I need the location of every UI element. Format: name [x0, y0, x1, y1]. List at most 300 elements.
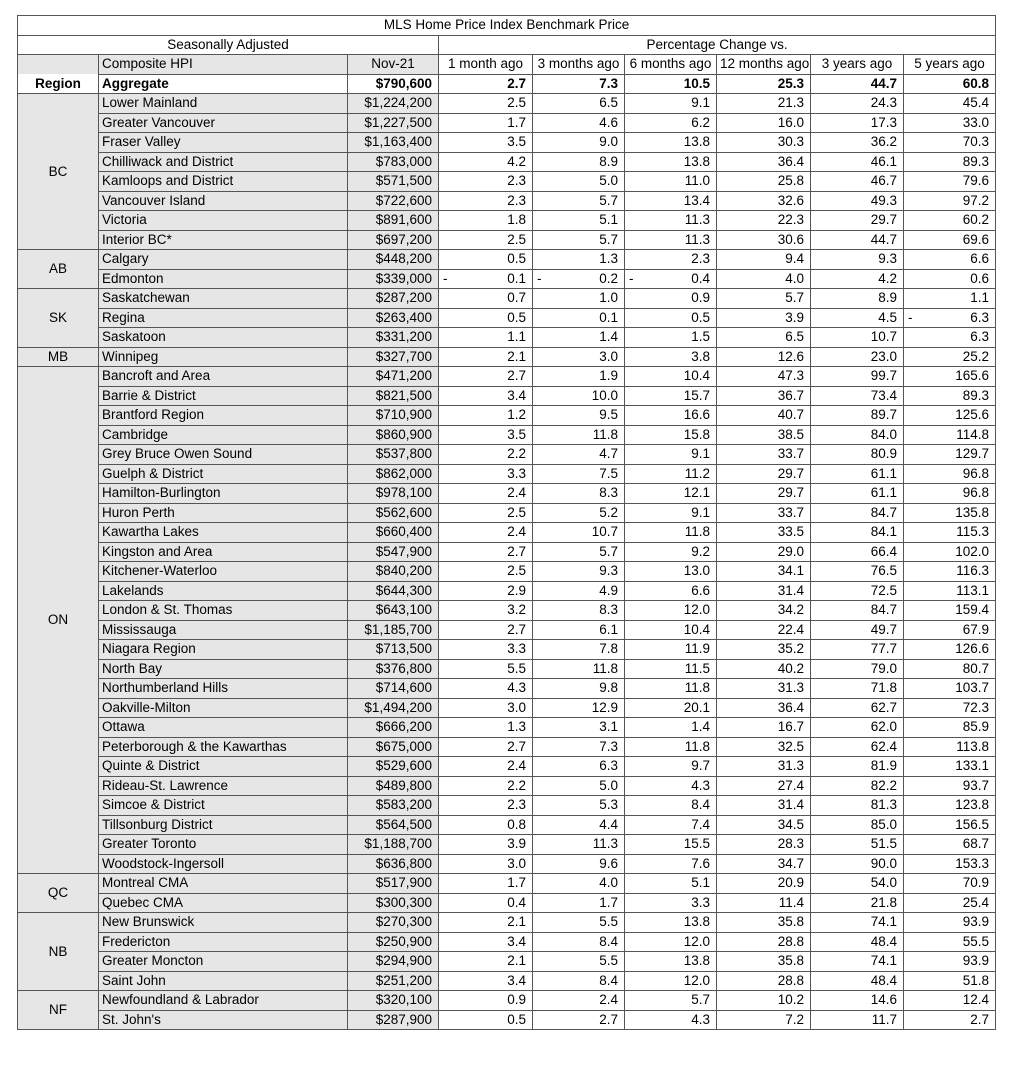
region-cell: BC: [18, 94, 99, 250]
pct-change-3m: 5.1: [533, 211, 625, 231]
pct-change-12m: 28.3: [717, 835, 811, 855]
pct-change-1m: 3.9: [439, 835, 533, 855]
pct-change-3m: 6.1: [533, 620, 625, 640]
pct-change-6m: 11.3: [625, 230, 717, 250]
pct-change-3y: 84.0: [811, 425, 904, 445]
pct-change-5y: 96.8: [904, 484, 996, 504]
benchmark-price: $821,500: [348, 386, 439, 406]
pct-change-3m: 7.3: [533, 737, 625, 757]
pct-change-3y: 62.7: [811, 698, 904, 718]
pct-change-1m: 3.0: [439, 854, 533, 874]
pct-change-3y: 71.8: [811, 679, 904, 699]
pct-change-1m: 3.4: [439, 386, 533, 406]
pct-change-5y: 115.3: [904, 523, 996, 543]
table-row: [18, 815, 996, 835]
market-name: Simcoe & District: [99, 796, 348, 816]
hpi-table: [17, 15, 996, 1030]
pct-change-12m: 33.5: [717, 523, 811, 543]
pct-change-1m: 2.5: [439, 562, 533, 582]
pct-change-5y: 69.6: [904, 230, 996, 250]
benchmark-price: $287,900: [348, 1010, 439, 1030]
pct-change-5y: 0.6: [904, 269, 996, 289]
pct-change-1m: 4.2: [439, 152, 533, 172]
pct-change-3m: 3.1: [533, 718, 625, 738]
table-row: [18, 932, 996, 952]
table-title: MLS Home Price Index Benchmark Price: [18, 16, 996, 36]
benchmark-price: $1,224,200: [348, 94, 439, 114]
market-name: Saint John: [99, 971, 348, 991]
pct-change-3y: 99.7: [811, 367, 904, 387]
market-name: Northumberland Hills: [99, 679, 348, 699]
market-name: Newfoundland & Labrador: [99, 991, 348, 1011]
market-name: Quinte & District: [99, 757, 348, 777]
pct-change-1m: 1.8: [439, 211, 533, 231]
pct-change-5y: [904, 308, 996, 328]
table-row: [18, 679, 996, 699]
pct-change-1m: 2.7: [439, 542, 533, 562]
table-row: [18, 640, 996, 660]
table-row: [18, 698, 996, 718]
pct-change-3m: 2.7: [533, 1010, 625, 1030]
pct-change-6m: 0.5: [625, 308, 717, 328]
pct-change-12m: 4.0: [717, 269, 811, 289]
table-row: [18, 1010, 996, 1030]
pct-change-3m: 5.5: [533, 952, 625, 972]
pct-change-3y: 81.3: [811, 796, 904, 816]
benchmark-price: $710,900: [348, 406, 439, 426]
market-name: St. John's: [99, 1010, 348, 1030]
pct-change-3y: 84.1: [811, 523, 904, 543]
pct-change-3m: 11.8: [533, 659, 625, 679]
col-header-date: Nov-21: [348, 55, 439, 75]
pct-change-12m: 31.3: [717, 679, 811, 699]
market-name: Grey Bruce Owen Sound: [99, 445, 348, 465]
pct-change-12m: 34.5: [717, 815, 811, 835]
region-cell: NF: [18, 991, 99, 1030]
benchmark-price: $675,000: [348, 737, 439, 757]
table-row: [18, 367, 996, 387]
benchmark-price: $1,494,200: [348, 698, 439, 718]
table-row: [18, 562, 996, 582]
benchmark-price: $714,600: [348, 679, 439, 699]
pct-change-6m: 16.6: [625, 406, 717, 426]
region-header-blank: [18, 55, 99, 75]
pct-change-6m: 6.6: [625, 581, 717, 601]
pct-change-5y: 67.9: [904, 620, 996, 640]
region-label: Region: [18, 74, 99, 94]
pct-change-5y: 159.4: [904, 601, 996, 621]
pct-change-6m: 9.2: [625, 542, 717, 562]
market-name: Regina: [99, 308, 348, 328]
pct-change-12m: 27.4: [717, 776, 811, 796]
pct-change-3y: 79.0: [811, 659, 904, 679]
pct-change-3m: 5.0: [533, 776, 625, 796]
market-name: Guelph & District: [99, 464, 348, 484]
pct-change-6m: 13.8: [625, 952, 717, 972]
pct-change-12m: 12.6: [717, 347, 811, 367]
benchmark-price: $537,800: [348, 445, 439, 465]
pct-change-3y: 48.4: [811, 932, 904, 952]
table-row: [18, 971, 996, 991]
pct-change-1m: 2.9: [439, 581, 533, 601]
pct-change-3m: 10.7: [533, 523, 625, 543]
pct-change-1m: 0.7: [439, 289, 533, 309]
pct-change-3y: 80.9: [811, 445, 904, 465]
col-header-composite: Composite HPI: [99, 55, 348, 75]
pct-change-3y: 76.5: [811, 562, 904, 582]
pct-change-3m: 5.3: [533, 796, 625, 816]
benchmark-price: $448,200: [348, 250, 439, 270]
market-name: Chilliwack and District: [99, 152, 348, 172]
pct-change-3y: 74.1: [811, 952, 904, 972]
pct-change-12m: 25.8: [717, 172, 811, 192]
pct-change-6m: 13.8: [625, 152, 717, 172]
table-row: [18, 601, 996, 621]
pct-change-12m: 36.4: [717, 698, 811, 718]
pct-change-6m: 5.7: [625, 991, 717, 1011]
market-name: Victoria: [99, 211, 348, 231]
pct-change-3m: 5.5: [533, 913, 625, 933]
benchmark-price: $300,300: [348, 893, 439, 913]
market-name: Kawartha Lakes: [99, 523, 348, 543]
pct-change-6m: 10.4: [625, 620, 717, 640]
table-row: [18, 445, 996, 465]
pct-change-12m: 22.4: [717, 620, 811, 640]
table-row: [18, 523, 996, 543]
market-name: Quebec CMA: [99, 893, 348, 913]
benchmark-price: $583,200: [348, 796, 439, 816]
pct-change-6m: 12.0: [625, 932, 717, 952]
pct-change-6m: 7.4: [625, 815, 717, 835]
pct-change-5y: 60.2: [904, 211, 996, 231]
pct-change-6m: 15.5: [625, 835, 717, 855]
pct-change-6m: 10.4: [625, 367, 717, 387]
table-row: [18, 94, 996, 114]
table-row: [18, 893, 996, 913]
pct-change-5y: 70.9: [904, 874, 996, 894]
pct-change-5y: 126.6: [904, 640, 996, 660]
benchmark-price: $287,200: [348, 289, 439, 309]
aggregate-1m: 2.7: [439, 74, 533, 94]
benchmark-price: $564,500: [348, 815, 439, 835]
pct-change-1m: 2.2: [439, 445, 533, 465]
region-cell: QC: [18, 874, 99, 913]
pct-change-6m: 9.7: [625, 757, 717, 777]
pct-change-6m: 15.8: [625, 425, 717, 445]
col-header-3m: 3 months ago: [533, 55, 625, 75]
aggregate-price: $790,600: [348, 74, 439, 94]
table-row: [18, 542, 996, 562]
table-row: [18, 269, 996, 289]
pct-change-12m: 35.2: [717, 640, 811, 660]
pct-change-3y: 54.0: [811, 874, 904, 894]
pct-change-3m: 8.9: [533, 152, 625, 172]
market-name: Lakelands: [99, 581, 348, 601]
pct-change-1m: 2.3: [439, 172, 533, 192]
pct-change-1m: 2.4: [439, 484, 533, 504]
market-name: Greater Toronto: [99, 835, 348, 855]
pct-change-1m: 2.4: [439, 757, 533, 777]
benchmark-price: $783,000: [348, 152, 439, 172]
pct-change-1m: 1.7: [439, 874, 533, 894]
market-name: Cambridge: [99, 425, 348, 445]
pct-change-1m: 1.3: [439, 718, 533, 738]
pct-change-3m: 4.6: [533, 113, 625, 133]
pct-change-3y: 84.7: [811, 601, 904, 621]
table-row: [18, 289, 996, 309]
market-name: Lower Mainland: [99, 94, 348, 114]
table-row: [18, 386, 996, 406]
market-name: Kingston and Area: [99, 542, 348, 562]
benchmark-price: $250,900: [348, 932, 439, 952]
pct-change-3y: 23.0: [811, 347, 904, 367]
pct-change-1m: 2.2: [439, 776, 533, 796]
pct-change-3m: 8.4: [533, 971, 625, 991]
table-row: [18, 835, 996, 855]
table-row: [18, 503, 996, 523]
pct-change-6m: 11.8: [625, 737, 717, 757]
pct-change-6m: 9.1: [625, 503, 717, 523]
table-row: [18, 425, 996, 445]
table-row: [18, 211, 996, 231]
pct-change-6m: 20.1: [625, 698, 717, 718]
pct-change-1m: 3.4: [439, 971, 533, 991]
pct-change-1m: 2.1: [439, 913, 533, 933]
pct-change-6m: 4.3: [625, 776, 717, 796]
pct-change-3m: 1.7: [533, 893, 625, 913]
pct-change-12m: 31.4: [717, 581, 811, 601]
aggregate-3y: 44.7: [811, 74, 904, 94]
pct-change-1m: 0.5: [439, 250, 533, 270]
benchmark-price: $562,600: [348, 503, 439, 523]
pct-change-5y: 2.7: [904, 1010, 996, 1030]
pct-change-3m: 9.5: [533, 406, 625, 426]
pct-change-3m: 4.4: [533, 815, 625, 835]
pct-change-12m: 28.8: [717, 971, 811, 991]
aggregate-5y: 60.8: [904, 74, 996, 94]
pct-change-5y: 51.8: [904, 971, 996, 991]
pct-change-3y: 21.8: [811, 893, 904, 913]
pct-change-12m: 34.2: [717, 601, 811, 621]
pct-change-3y: 49.3: [811, 191, 904, 211]
market-name: Kamloops and District: [99, 172, 348, 192]
pct-change-5y: 79.6: [904, 172, 996, 192]
pct-change-6m: [625, 269, 717, 289]
pct-change-12m: 32.6: [717, 191, 811, 211]
pct-change-1m: 2.1: [439, 347, 533, 367]
pct-change-12m: 31.4: [717, 796, 811, 816]
pct-change-6m: 1.4: [625, 718, 717, 738]
table-row: [18, 172, 996, 192]
negative-sign: -: [908, 309, 913, 325]
aggregate-row: [18, 74, 996, 94]
pct-change-3m: 3.0: [533, 347, 625, 367]
pct-change-1m: 2.7: [439, 737, 533, 757]
pct-change-5y: 45.4: [904, 94, 996, 114]
pct-change-12m: 33.7: [717, 503, 811, 523]
market-name: Niagara Region: [99, 640, 348, 660]
magnitude: 0.2: [599, 270, 618, 286]
pct-change-3m: 4.7: [533, 445, 625, 465]
pct-change-3y: 11.7: [811, 1010, 904, 1030]
pct-change-12m: 40.2: [717, 659, 811, 679]
col-header-6m: 6 months ago: [625, 55, 717, 75]
pct-change-5y: 6.6: [904, 250, 996, 270]
pct-change-3m: 1.4: [533, 328, 625, 348]
pct-change-5y: 114.8: [904, 425, 996, 445]
pct-change-3y: 61.1: [811, 464, 904, 484]
pct-change-3m: 9.8: [533, 679, 625, 699]
benchmark-price: $860,900: [348, 425, 439, 445]
pct-change-12m: 35.8: [717, 952, 811, 972]
pct-change-1m: 0.4: [439, 893, 533, 913]
benchmark-price: $376,800: [348, 659, 439, 679]
pct-change-1m: 2.7: [439, 620, 533, 640]
magnitude: 6.3: [970, 309, 990, 325]
table-row: [18, 406, 996, 426]
table-row: [18, 347, 996, 367]
pct-change-3y: 90.0: [811, 854, 904, 874]
pct-change-6m: 11.0: [625, 172, 717, 192]
pct-change-1m: 0.9: [439, 991, 533, 1011]
pct-change-12m: 35.8: [717, 913, 811, 933]
market-name: London & St. Thomas: [99, 601, 348, 621]
pct-change-6m: 15.7: [625, 386, 717, 406]
pct-change-6m: 6.2: [625, 113, 717, 133]
market-name: Rideau-St. Lawrence: [99, 776, 348, 796]
column-header-row: [18, 55, 996, 75]
market-name: Barrie & District: [99, 386, 348, 406]
pct-change-3m: 8.4: [533, 932, 625, 952]
pct-change-3m: 6.5: [533, 94, 625, 114]
negative-sign: -: [629, 270, 634, 286]
pct-change-3y: 66.4: [811, 542, 904, 562]
market-name: Interior BC*: [99, 230, 348, 250]
title-row: [18, 16, 996, 36]
benchmark-price: $327,700: [348, 347, 439, 367]
pct-change-12m: 11.4: [717, 893, 811, 913]
table-row: [18, 133, 996, 153]
market-name: Oakville-Milton: [99, 698, 348, 718]
pct-change-5y: 25.2: [904, 347, 996, 367]
pct-change-3m: 5.7: [533, 191, 625, 211]
table-row: [18, 757, 996, 777]
pct-change-6m: 11.2: [625, 464, 717, 484]
benchmark-price: $339,000: [348, 269, 439, 289]
pct-change-1m: 2.5: [439, 94, 533, 114]
aggregate-3m: 7.3: [533, 74, 625, 94]
pct-change-3y: 72.5: [811, 581, 904, 601]
benchmark-price: $660,400: [348, 523, 439, 543]
pct-change-1m: 0.5: [439, 308, 533, 328]
pct-change-1m: 1.1: [439, 328, 533, 348]
pct-change-6m: 12.0: [625, 601, 717, 621]
table-row: [18, 776, 996, 796]
market-name: Vancouver Island: [99, 191, 348, 211]
pct-change-3m: 9.6: [533, 854, 625, 874]
pct-change-3y: 4.5: [811, 308, 904, 328]
pct-change-3y: 29.7: [811, 211, 904, 231]
pct-change-5y: 12.4: [904, 991, 996, 1011]
benchmark-price: $666,200: [348, 718, 439, 738]
pct-change-12m: 6.5: [717, 328, 811, 348]
market-name: North Bay: [99, 659, 348, 679]
pct-change-1m: 3.0: [439, 698, 533, 718]
benchmark-price: $644,300: [348, 581, 439, 601]
pct-change-6m: 9.1: [625, 94, 717, 114]
pct-change-3y: 36.2: [811, 133, 904, 153]
pct-change-12m: 16.7: [717, 718, 811, 738]
pct-change-6m: 3.8: [625, 347, 717, 367]
pct-change-3y: 14.6: [811, 991, 904, 1011]
benchmark-price: $547,900: [348, 542, 439, 562]
pct-change-6m: 3.3: [625, 893, 717, 913]
pct-change-5y: 113.8: [904, 737, 996, 757]
pct-change-3m: 5.7: [533, 542, 625, 562]
pct-change-12m: 40.7: [717, 406, 811, 426]
pct-change-3m: 11.8: [533, 425, 625, 445]
table-row: [18, 737, 996, 757]
pct-change-5y: 85.9: [904, 718, 996, 738]
pct-change-3m: 9.3: [533, 562, 625, 582]
pct-change-6m: 13.8: [625, 133, 717, 153]
pct-change-12m: 3.9: [717, 308, 811, 328]
pct-change-5y: 25.4: [904, 893, 996, 913]
benchmark-price: $643,100: [348, 601, 439, 621]
aggregate-name: Aggregate: [99, 74, 348, 94]
pct-change-6m: 1.5: [625, 328, 717, 348]
benchmark-price: $471,200: [348, 367, 439, 387]
pct-change-12m: 29.0: [717, 542, 811, 562]
table-row: [18, 913, 996, 933]
pct-change-3m: 7.8: [533, 640, 625, 660]
pct-change-6m: 13.0: [625, 562, 717, 582]
pct-change-3m: 1.0: [533, 289, 625, 309]
pct-change-5y: 165.6: [904, 367, 996, 387]
pct-change-1m: 4.3: [439, 679, 533, 699]
pct-change-12m: 30.3: [717, 133, 811, 153]
benchmark-price: $891,600: [348, 211, 439, 231]
pct-change-1m: [439, 269, 533, 289]
table-row: [18, 854, 996, 874]
table-row: [18, 113, 996, 133]
pct-change-6m: 13.8: [625, 913, 717, 933]
pct-change-3y: 81.9: [811, 757, 904, 777]
pct-change-3y: 61.1: [811, 484, 904, 504]
col-header-1m: 1 month ago: [439, 55, 533, 75]
pct-change-6m: 7.6: [625, 854, 717, 874]
pct-change-5y: 93.9: [904, 952, 996, 972]
pct-change-3m: 7.5: [533, 464, 625, 484]
pct-change-6m: 12.1: [625, 484, 717, 504]
market-name: Fraser Valley: [99, 133, 348, 153]
market-name: Huron Perth: [99, 503, 348, 523]
pct-change-5y: 129.7: [904, 445, 996, 465]
pct-change-12m: 36.4: [717, 152, 811, 172]
pct-change-3y: 62.0: [811, 718, 904, 738]
pct-change-5y: 125.6: [904, 406, 996, 426]
market-name: Mississauga: [99, 620, 348, 640]
pct-change-3y: 4.2: [811, 269, 904, 289]
pct-change-3y: 89.7: [811, 406, 904, 426]
pct-change-3y: 74.1: [811, 913, 904, 933]
market-name: Saskatchewan: [99, 289, 348, 309]
pct-change-1m: 2.4: [439, 523, 533, 543]
table-row: [18, 191, 996, 211]
magnitude: 0.4: [691, 270, 710, 286]
market-name: Peterborough & the Kawarthas: [99, 737, 348, 757]
table-row: [18, 328, 996, 348]
